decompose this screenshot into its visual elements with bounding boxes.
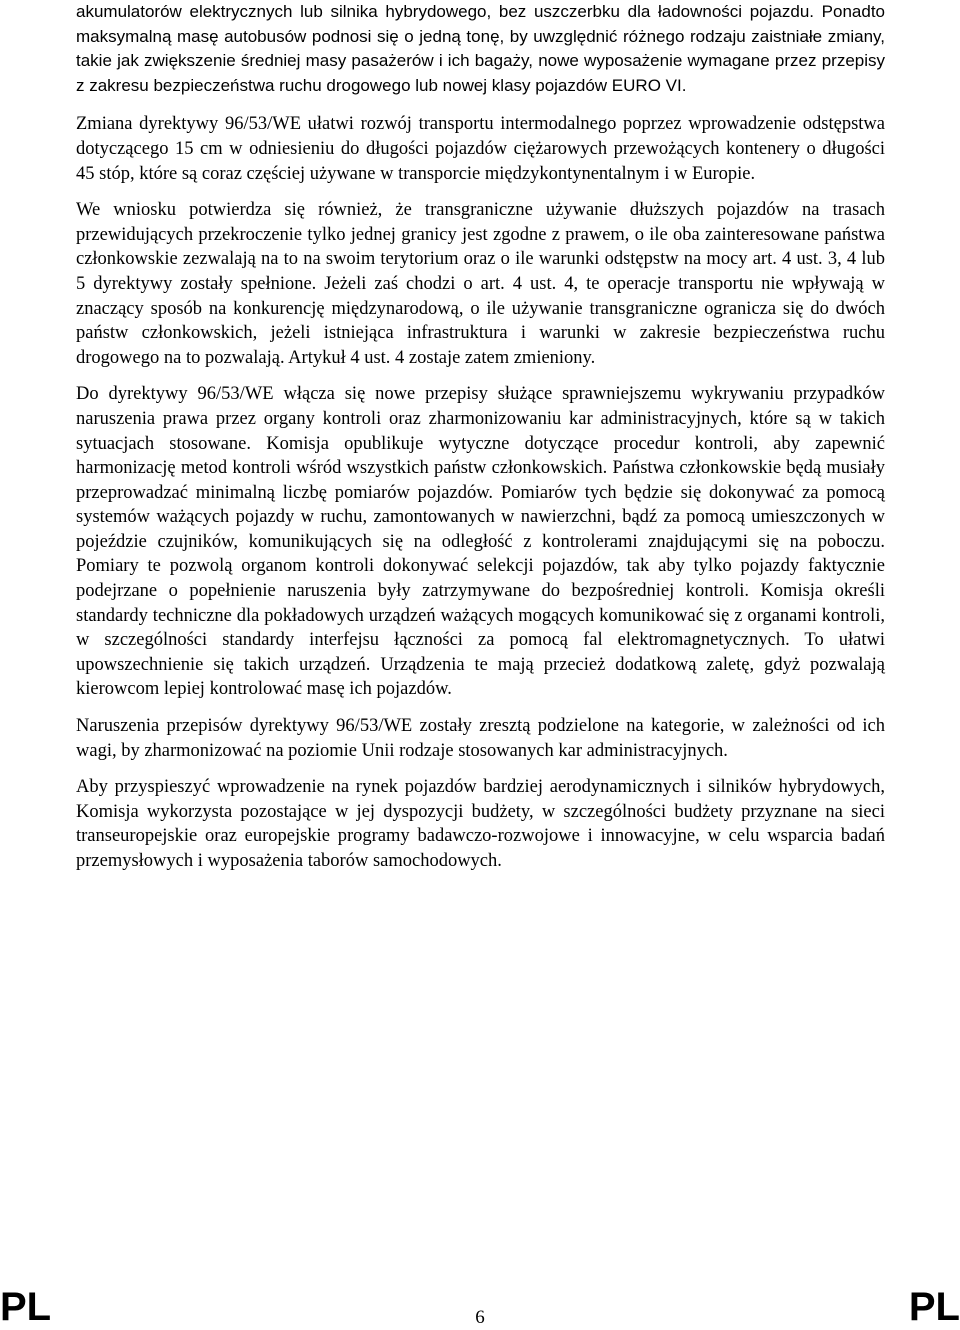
paragraph: Zmiana dyrektywy 96/53/WE ułatwi rozwój transportu intermodalnego poprzez wprowadzenie odstępstwa dotyczącego 15 cm w odniesieniu do długości pojazdów ciężarowych przewożących kontenery o długości 45 stóp, które są coraz częściej używane w transporcie międzykontynentalnym i w Europie. [76,114,885,184]
paragraph: Aby przyspieszyć wprowadzenie na rynek pojazdów bardziej aerodynamicznych i silników hybrydowych, Komisja wykorzysta pozostające w jej dyspozycji budżety, w szczególności budżety przyznane na sieci transeuropejskie oraz europejskie programy badawczo-rozwojowe i innowacyjne, w celu wsparcia badań przemysłowych i wyposażenia taborów samochodowych. [76,777,885,871]
paragraph: Do dyrektywy 96/53/WE włącza się nowe przepisy służące sprawniejszemu wykrywaniu przypadków naruszenia prawa przez organy kontroli oraz zharmonizowaniu kar administracyjnych, które są w takich sytuacjach stosowane. Komisja opublikuje wytyczne dotyczące procedur kontroli, aby zapewnić harmonizację metod kontroli wśród wszystkich państw członkowskich. Państwa członkowskie będą musiały przeprowadzać minimalną liczbę pomiarów pojazdów. Pomiarów tych będzie się dokonywać za pomocą systemów ważących pojazdy w ruchu, zamontowanych w nawierzchni, bądź za pomocą umieszczonych w pojeździe czujników, komunikujących się na odległość z kontrolerami znajdującymi się na poboczu. Pomiary te pozwolą organom kontroli dokonywać selekcji pojazdów, tak aby tylko pojazdy faktycznie podejrzane o popełnienie naruszenia były zatrzymywane do bezpośredniej kontroli. Komisja określi standardy techniczne dla pokładowych urządzeń ważących mogących komunikować się z organami kontroli, w szczególności standardy interfejsu łączności za pomocą fal elektromagnetycznych. To ułatwi upowszechnienie się takich urządzeń. Urządzenia te mają przecież dodatkową zaletę, gdyż pozwalają kierowcom lepiej kontrolować masę ich pojazdów. [76,384,885,700]
paragraph: We wniosku potwierdza się również, że transgraniczne używanie dłuższych pojazdów na trasach przewidujących przekroczenie tylko jednej granicy jest zgodne z prawem, o ile oba zainteresowane państwa członkowskie zezwalają na to na swoim terytorium oraz o ile warunki odstępstw na mocy art. 4 ust. 3, 4 lub 5 dyrektywy zostały spełnione. Jeżeli zaś chodzi o art. 4 ust. 4, te operacje transportu nie wpływają w znaczący sposób na konkurencję międzynarodową, o ile używanie transgraniczne ogranicza się do dwóch państw członkowskich, jeżeli istniejąca infrastruktura i warunki w zakresie bezpieczeństwa ruchu drogowego na to pozwalają. Artykuł 4 ust. 4 zostaje zatem zmieniony. [76,200,885,368]
document-body [76,0,885,886]
paragraph: Naruszenia przepisów dyrektywy 96/53/WE zostały zresztą podzielone na kategorie, w zależności od ich wagi, by zharmonizować na poziomie Unii rodzaje stosowanych kar administracyjnych. [76,716,885,761]
paragraph: akumulatorów elektrycznych lub silnika hybrydowego, bez uszczerbku dla ładowności pojazdu. Ponadto maksymalną masę autobusów podnosi się o jedną tonę, by uwzględnić różnego rodzaju zaistniałe zmiany, takie jak zwiększenie średniej masy pasażerów i ich bagaży, nowe wyposażenie wymagane przez przepisy z zakresu bezpieczeństwa ruchu drogowego lub nowej klasy pojazdów EURO VI. [76,2,885,95]
page-number: 6 [475,1307,485,1328]
footer-language-left: PL [0,1285,52,1329]
footer-language-right: PL [908,1285,960,1329]
